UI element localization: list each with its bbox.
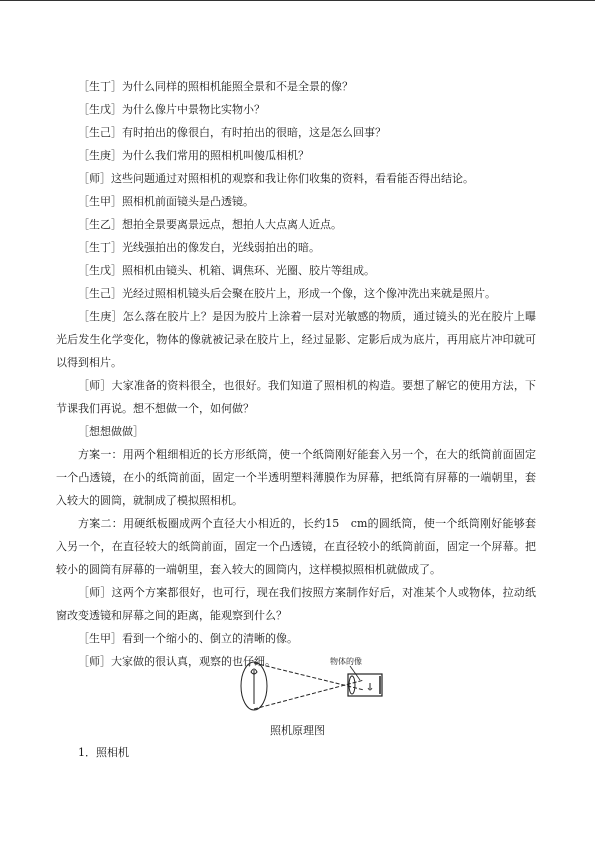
plan-two-paragraph: 方案二：用硬纸板圈成两个直径大小相近的，长约15 cm的圆纸筒，使一个纸筒刚好能够套入另一个，在直径较大的纸筒前面，固定一个凸透镜，在直径较小的纸筒前面，固定一个屏幕。把较小的圆筒有屏幕的一端朝里，套入较大的圆筒内，这样模拟照相机就做成了。 <box>56 517 536 576</box>
dialogue-line: ［生己］光经过照相机镜头后会聚在胶片上，形成一个像，这个像冲洗出来就是照片。 <box>78 287 496 300</box>
dialogue-line: ［生丁］光线强拍出的像发白，光线弱拍出的暗。 <box>78 241 320 254</box>
dialogue-line: ［生戊］照相机由镜头、机箱、调焦环、光圈、胶片等组成。 <box>78 264 375 277</box>
dialogue-paragraph: ［师］这两个方案都很好，也可行，现在我们按照方案制作好后，对准某个人或物体，拉动纸窗改变透镜和屏幕之间的距离，能观察到什么？ <box>56 586 536 622</box>
dialogue-line: ［师］这些问题通过对照相机的观察和我让你们收集的资料，看看能否得出结论。 <box>78 172 474 185</box>
plan-one-paragraph: 方案一：用两个粗细相近的长方形纸筒，使一个纸筒刚好能套入另一个，在大的纸筒前面固定一个凸透镜，在小的纸筒前面，固定一个半透明塑料薄膜作为屏幕，把纸筒有屏幕的一端朝里，套入较大的圆筒，就制成了模拟照相机。 <box>56 448 536 507</box>
dialogue-paragraph: ［生庚］怎么落在胶片上？是因为胶片上涂着一层对光敏感的物质，通过镜头的光在胶片上曝光后发生化学变化，物体的像就被记录在胶片上，经过显影、定影后成为底片，再用底片冲印就可以得到相片。 <box>56 310 536 369</box>
section-heading: 1．照相机 <box>78 746 129 759</box>
dialogue-line: ［生甲］看到一个缩小的、倒立的清晰的像。 <box>78 632 298 645</box>
lens-icon <box>349 676 355 694</box>
dialogue-line: ［生己］有时拍出的像很白，有时拍出的很暗，这是怎么回事？ <box>78 126 386 139</box>
label-pointer <box>350 666 360 680</box>
section-label: ［想想做做］ <box>78 425 144 438</box>
dialogue-paragraph: ［师］大家准备的资料很全，也很好。我们知道了照相机的构造。要想了解它的使用方法，下节课我们再说。想不想做一个，如何做？ <box>56 379 536 415</box>
dialogue-line: ［生甲］照相机前面镜头是凸透镜。 <box>78 195 254 208</box>
document-body <box>56 75 536 673</box>
image-label: 物体的像 <box>330 657 362 666</box>
dialogue-line: ［生丁］为什么同样的照相机能照全景和不是全景的像？ <box>78 80 353 93</box>
camera-principle-diagram <box>232 650 392 722</box>
dialogue-line: ［生戊］为什么像片中景物比实物小？ <box>78 103 265 116</box>
figure-caption: 照机原理图 <box>270 724 325 737</box>
top-rule <box>0 0 595 1</box>
dialogue-line: ［生乙］想拍全景要离景远点，想拍人大点离人近点。 <box>78 218 342 231</box>
dialogue-line: ［师］大家做的很认真，观察的也仔细。 <box>78 655 276 668</box>
dialogue-line: ［生庚］为什么我们常用的照相机叫傻瓜相机？ <box>78 149 309 162</box>
